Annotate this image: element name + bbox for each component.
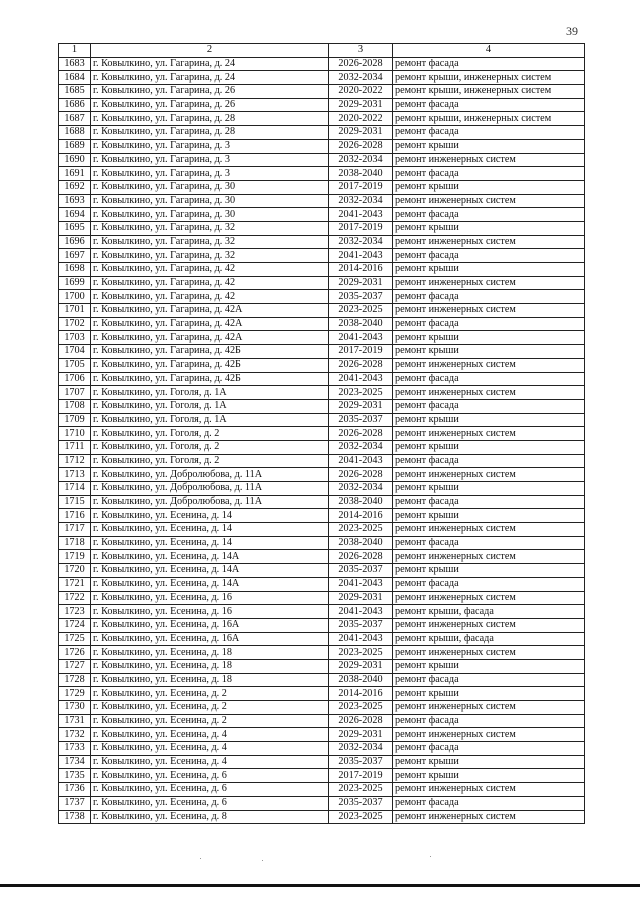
address: г. Ковылкино, ул. Есенина, д. 4: [91, 742, 329, 756]
table-row: [59, 112, 585, 126]
repair-period: 2035-2037: [329, 755, 393, 769]
column-header-2: 2: [91, 44, 329, 58]
address: г. Ковылкино, ул. Есенина, д. 16А: [91, 618, 329, 632]
address: г. Ковылкино, ул. Есенина, д. 14А: [91, 577, 329, 591]
address: г. Ковылкино, ул. Гагарина, д. 3: [91, 167, 329, 181]
repair-type: ремонт крыши, инженерных систем: [393, 71, 585, 85]
table-row: [59, 454, 585, 468]
repair-period: 2023-2025: [329, 646, 393, 660]
repair-period: 2017-2019: [329, 180, 393, 194]
repair-type: ремонт фасада: [393, 796, 585, 810]
row-number: 1706: [59, 372, 91, 386]
repair-period: 2035-2037: [329, 618, 393, 632]
row-number: 1707: [59, 386, 91, 400]
table-row: [59, 687, 585, 701]
repair-period: 2017-2019: [329, 769, 393, 783]
row-number: 1721: [59, 577, 91, 591]
address: г. Ковылкино, ул. Гагарина, д. 30: [91, 194, 329, 208]
address: г. Ковылкино, ул. Гоголя, д. 2: [91, 440, 329, 454]
repair-period: 2041-2043: [329, 454, 393, 468]
row-number: 1704: [59, 345, 91, 359]
table-row: [59, 290, 585, 304]
repair-type: ремонт инженерных систем: [393, 646, 585, 660]
scan-edge-line: [0, 884, 640, 887]
repair-type: ремонт фасада: [393, 317, 585, 331]
table-row: [59, 98, 585, 112]
table-row: [59, 495, 585, 509]
row-number: 1725: [59, 632, 91, 646]
repair-period: 2041-2043: [329, 331, 393, 345]
row-number: 1719: [59, 550, 91, 564]
address: г. Ковылкино, ул. Гоголя, д. 1А: [91, 386, 329, 400]
address: г. Ковылкино, ул. Гагарина, д. 3: [91, 139, 329, 153]
scan-speck: [430, 856, 431, 857]
address: г. Ковылкино, ул. Есенина, д. 8: [91, 810, 329, 824]
table-row: [59, 796, 585, 810]
table-row: [59, 153, 585, 167]
repair-period: 2026-2028: [329, 468, 393, 482]
repair-type: ремонт крыши, фасада: [393, 632, 585, 646]
table-row: [59, 139, 585, 153]
repair-period: 2014-2016: [329, 263, 393, 277]
address: г. Ковылкино, ул. Есенина, д. 6: [91, 796, 329, 810]
address: г. Ковылкино, ул. Гагарина, д. 42: [91, 290, 329, 304]
table-row: [59, 618, 585, 632]
row-number: 1688: [59, 126, 91, 140]
row-number: 1698: [59, 263, 91, 277]
table-row: [59, 482, 585, 496]
address: г. Ковылкино, ул. Есенина, д. 6: [91, 769, 329, 783]
repair-period: 2041-2043: [329, 605, 393, 619]
repair-period: 2023-2025: [329, 386, 393, 400]
table-row: [59, 194, 585, 208]
repair-period: 2035-2037: [329, 564, 393, 578]
row-number: 1683: [59, 57, 91, 71]
row-number: 1684: [59, 71, 91, 85]
row-number: 1737: [59, 796, 91, 810]
repair-type: ремонт фасада: [393, 577, 585, 591]
repair-type: ремонт крыши: [393, 769, 585, 783]
capital-repair-table: [58, 43, 585, 824]
address: г. Ковылкино, ул. Есенина, д. 4: [91, 755, 329, 769]
address: г. Ковылкино, ул. Гагарина, д. 32: [91, 221, 329, 235]
repair-type: ремонт фасада: [393, 126, 585, 140]
address: г. Ковылкино, ул. Гагарина, д. 28: [91, 126, 329, 140]
column-header-4: 4: [393, 44, 585, 58]
address: г. Ковылкино, ул. Гоголя, д. 1А: [91, 413, 329, 427]
repair-period: 2038-2040: [329, 536, 393, 550]
repair-type: ремонт фасада: [393, 208, 585, 222]
row-number: 1691: [59, 167, 91, 181]
repair-type: ремонт инженерных систем: [393, 427, 585, 441]
row-number: 1690: [59, 153, 91, 167]
repair-period: 2041-2043: [329, 632, 393, 646]
row-number: 1709: [59, 413, 91, 427]
address: г. Ковылкино, ул. Гагарина, д. 32: [91, 235, 329, 249]
row-number: 1705: [59, 358, 91, 372]
repair-period: 2041-2043: [329, 249, 393, 263]
repair-type: ремонт инженерных систем: [393, 358, 585, 372]
address: г. Ковылкино, ул. Есенина, д. 14А: [91, 550, 329, 564]
address: г. Ковылкино, ул. Добролюбова, д. 11А: [91, 495, 329, 509]
repair-period: 2023-2025: [329, 783, 393, 797]
repair-type: ремонт крыши: [393, 659, 585, 673]
repair-type: ремонт фасада: [393, 98, 585, 112]
repair-type: ремонт фасада: [393, 673, 585, 687]
repair-period: 2026-2028: [329, 714, 393, 728]
table-row: [59, 564, 585, 578]
repair-period: 2023-2025: [329, 701, 393, 715]
row-number: 1728: [59, 673, 91, 687]
address: г. Ковылкино, ул. Гагарина, д. 24: [91, 71, 329, 85]
repair-period: 2035-2037: [329, 413, 393, 427]
repair-type: ремонт крыши: [393, 263, 585, 277]
repair-type: ремонт инженерных систем: [393, 618, 585, 632]
row-number: 1685: [59, 85, 91, 99]
repair-type: ремонт крыши: [393, 482, 585, 496]
address: г. Ковылкино, ул. Гагарина, д. 42: [91, 263, 329, 277]
address: г. Ковылкино, ул. Гагарина, д. 24: [91, 57, 329, 71]
column-header-3: 3: [329, 44, 393, 58]
row-number: 1736: [59, 783, 91, 797]
repair-type: ремонт инженерных систем: [393, 591, 585, 605]
repair-type: ремонт крыши: [393, 413, 585, 427]
repair-type: ремонт фасада: [393, 57, 585, 71]
repair-type: ремонт инженерных систем: [393, 728, 585, 742]
repair-period: 2032-2034: [329, 742, 393, 756]
repair-type: ремонт фасада: [393, 249, 585, 263]
table-row: [59, 550, 585, 564]
repair-period: 2026-2028: [329, 358, 393, 372]
repair-type: ремонт фасада: [393, 536, 585, 550]
row-number: 1727: [59, 659, 91, 673]
row-number: 1696: [59, 235, 91, 249]
address: г. Ковылкино, ул. Есенина, д. 14: [91, 523, 329, 537]
address: г. Ковылкино, ул. Гагарина, д. 42Б: [91, 345, 329, 359]
repair-type: ремонт крыши, инженерных систем: [393, 112, 585, 126]
address: г. Ковылкино, ул. Есенина, д. 2: [91, 701, 329, 715]
address: г. Ковылкино, ул. Гагарина, д. 32: [91, 249, 329, 263]
repair-period: 2035-2037: [329, 796, 393, 810]
address: г. Ковылкино, ул. Гагарина, д. 42А: [91, 317, 329, 331]
row-number: 1701: [59, 304, 91, 318]
repair-type: ремонт крыши, фасада: [393, 605, 585, 619]
table-row: [59, 317, 585, 331]
table-row: [59, 440, 585, 454]
row-number: 1731: [59, 714, 91, 728]
row-number: 1723: [59, 605, 91, 619]
repair-type: ремонт инженерных систем: [393, 304, 585, 318]
scan-speck: [262, 860, 263, 861]
table-row: [59, 304, 585, 318]
repair-period: 2026-2028: [329, 57, 393, 71]
table-row: [59, 755, 585, 769]
repair-type: ремонт инженерных систем: [393, 810, 585, 824]
table-row: [59, 728, 585, 742]
address: г. Ковылкино, ул. Гоголя, д. 2: [91, 454, 329, 468]
repair-type: ремонт крыши: [393, 345, 585, 359]
address: г. Ковылкино, ул. Гагарина, д. 28: [91, 112, 329, 126]
repair-type: ремонт крыши: [393, 564, 585, 578]
table-row: [59, 249, 585, 263]
address: г. Ковылкино, ул. Гагарина, д. 3: [91, 153, 329, 167]
repair-period: 2023-2025: [329, 810, 393, 824]
table-row: [59, 358, 585, 372]
table-header: [59, 44, 585, 58]
row-number: 1697: [59, 249, 91, 263]
address: г. Ковылкино, ул. Гагарина, д. 42А: [91, 331, 329, 345]
address: г. Ковылкино, ул. Гагарина, д. 42Б: [91, 372, 329, 386]
repair-period: 2032-2034: [329, 153, 393, 167]
table-row: [59, 742, 585, 756]
address: г. Ковылкино, ул. Есенина, д. 6: [91, 783, 329, 797]
repair-period: 2023-2025: [329, 304, 393, 318]
repair-period: 2026-2028: [329, 139, 393, 153]
repair-type: ремонт инженерных систем: [393, 783, 585, 797]
row-number: 1699: [59, 276, 91, 290]
row-number: 1693: [59, 194, 91, 208]
repair-type: ремонт крыши: [393, 687, 585, 701]
repair-type: ремонт инженерных систем: [393, 235, 585, 249]
table-row: [59, 413, 585, 427]
row-number: 1718: [59, 536, 91, 550]
row-number: 1729: [59, 687, 91, 701]
row-number: 1738: [59, 810, 91, 824]
repair-period: 2023-2025: [329, 523, 393, 537]
repair-type: ремонт крыши: [393, 180, 585, 194]
address: г. Ковылкино, ул. Есенина, д. 4: [91, 728, 329, 742]
repair-period: 2029-2031: [329, 126, 393, 140]
row-number: 1724: [59, 618, 91, 632]
repair-period: 2041-2043: [329, 372, 393, 386]
row-number: 1732: [59, 728, 91, 742]
row-number: 1700: [59, 290, 91, 304]
repair-type: ремонт инженерных систем: [393, 523, 585, 537]
row-number: 1720: [59, 564, 91, 578]
scan-speck: [200, 858, 201, 859]
repair-period: 2014-2016: [329, 687, 393, 701]
table-row: [59, 235, 585, 249]
repair-type: ремонт фасада: [393, 742, 585, 756]
repair-type: ремонт фасада: [393, 399, 585, 413]
repair-period: 2029-2031: [329, 591, 393, 605]
repair-period: 2020-2022: [329, 112, 393, 126]
row-number: 1695: [59, 221, 91, 235]
table-row: [59, 399, 585, 413]
row-number: 1712: [59, 454, 91, 468]
row-number: 1687: [59, 112, 91, 126]
row-number: 1710: [59, 427, 91, 441]
repair-type: ремонт фасада: [393, 372, 585, 386]
repair-period: 2032-2034: [329, 71, 393, 85]
repair-period: 2029-2031: [329, 276, 393, 290]
repair-type: ремонт крыши: [393, 509, 585, 523]
table-row: [59, 591, 585, 605]
row-number: 1692: [59, 180, 91, 194]
table-row: [59, 509, 585, 523]
address: г. Ковылкино, ул. Добролюбова, д. 11А: [91, 468, 329, 482]
table-row: [59, 714, 585, 728]
row-number: 1722: [59, 591, 91, 605]
repair-period: 2026-2028: [329, 427, 393, 441]
address: г. Ковылкино, ул. Есенина, д. 18: [91, 673, 329, 687]
repair-period: 2032-2034: [329, 194, 393, 208]
table-row: [59, 605, 585, 619]
repair-type: ремонт инженерных систем: [393, 194, 585, 208]
address: г. Ковылкино, ул. Добролюбова, д. 11А: [91, 482, 329, 496]
table-row: [59, 345, 585, 359]
table-row: [59, 701, 585, 715]
table-row: [59, 85, 585, 99]
row-number: 1713: [59, 468, 91, 482]
address: г. Ковылкино, ул. Гагарина, д. 30: [91, 180, 329, 194]
repair-type: ремонт фасада: [393, 290, 585, 304]
row-number: 1735: [59, 769, 91, 783]
repair-type: ремонт инженерных систем: [393, 701, 585, 715]
repair-type: ремонт инженерных систем: [393, 276, 585, 290]
repair-period: 2017-2019: [329, 345, 393, 359]
repair-period: 2029-2031: [329, 659, 393, 673]
table-row: [59, 126, 585, 140]
row-number: 1734: [59, 755, 91, 769]
address: г. Ковылкино, ул. Есенина, д. 16: [91, 605, 329, 619]
table-row: [59, 646, 585, 660]
address: г. Ковылкино, ул. Гагарина, д. 42: [91, 276, 329, 290]
row-number: 1715: [59, 495, 91, 509]
address: г. Ковылкино, ул. Есенина, д. 18: [91, 646, 329, 660]
table-row: [59, 331, 585, 345]
repair-type: ремонт инженерных систем: [393, 153, 585, 167]
row-number: 1694: [59, 208, 91, 222]
repair-type: ремонт крыши: [393, 221, 585, 235]
address: г. Ковылкино, ул. Есенина, д. 2: [91, 714, 329, 728]
repair-period: 2020-2022: [329, 85, 393, 99]
table-row: [59, 372, 585, 386]
repair-period: 2032-2034: [329, 440, 393, 454]
table-row: [59, 769, 585, 783]
repair-period: 2038-2040: [329, 167, 393, 181]
column-header-1: 1: [59, 44, 91, 58]
address: г. Ковылкино, ул. Есенина, д. 14: [91, 536, 329, 550]
table-row: [59, 536, 585, 550]
table-body: [59, 57, 585, 824]
address: г. Ковылкино, ул. Гагарина, д. 42А: [91, 304, 329, 318]
address: г. Ковылкино, ул. Есенина, д. 2: [91, 687, 329, 701]
row-number: 1711: [59, 440, 91, 454]
table-row: [59, 263, 585, 277]
header-row: [59, 44, 585, 58]
repair-period: 2041-2043: [329, 208, 393, 222]
table-row: [59, 632, 585, 646]
repair-type: ремонт фасада: [393, 495, 585, 509]
table-row: [59, 577, 585, 591]
row-number: 1730: [59, 701, 91, 715]
table-row: [59, 71, 585, 85]
repair-type: ремонт фасада: [393, 454, 585, 468]
table-row: [59, 468, 585, 482]
repair-period: 2026-2028: [329, 550, 393, 564]
repair-type: ремонт фасада: [393, 714, 585, 728]
address: г. Ковылкино, ул. Есенина, д. 16: [91, 591, 329, 605]
repair-type: ремонт инженерных систем: [393, 550, 585, 564]
repair-type: ремонт крыши: [393, 755, 585, 769]
table-row: [59, 427, 585, 441]
table-row: [59, 57, 585, 71]
address: г. Ковылкино, ул. Гагарина, д. 26: [91, 98, 329, 112]
table-row: [59, 208, 585, 222]
row-number: 1726: [59, 646, 91, 660]
repair-type: ремонт инженерных систем: [393, 386, 585, 400]
address: г. Ковылкино, ул. Гоголя, д. 1А: [91, 399, 329, 413]
repair-period: 2038-2040: [329, 495, 393, 509]
address: г. Ковылкино, ул. Гагарина, д. 30: [91, 208, 329, 222]
address: г. Ковылкино, ул. Есенина, д. 14: [91, 509, 329, 523]
table-row: [59, 386, 585, 400]
address: г. Ковылкино, ул. Гагарина, д. 42Б: [91, 358, 329, 372]
repair-period: 2041-2043: [329, 577, 393, 591]
address: г. Ковылкино, ул. Есенина, д. 18: [91, 659, 329, 673]
table-row: [59, 810, 585, 824]
repair-type: ремонт фасада: [393, 167, 585, 181]
row-number: 1714: [59, 482, 91, 496]
repair-period: 2035-2037: [329, 290, 393, 304]
table-row: [59, 783, 585, 797]
table-row: [59, 673, 585, 687]
address: г. Ковылкино, ул. Гагарина, д. 26: [91, 85, 329, 99]
table-row: [59, 180, 585, 194]
page-number: 39: [566, 24, 578, 38]
table-row: [59, 523, 585, 537]
row-number: 1708: [59, 399, 91, 413]
row-number: 1733: [59, 742, 91, 756]
repair-type: ремонт крыши, инженерных систем: [393, 85, 585, 99]
repair-period: 2038-2040: [329, 673, 393, 687]
repair-period: 2038-2040: [329, 317, 393, 331]
repair-period: 2029-2031: [329, 399, 393, 413]
address: г. Ковылкино, ул. Есенина, д. 14А: [91, 564, 329, 578]
repair-type: ремонт крыши: [393, 331, 585, 345]
row-number: 1716: [59, 509, 91, 523]
repair-period: 2032-2034: [329, 482, 393, 496]
address: г. Ковылкино, ул. Есенина, д. 16А: [91, 632, 329, 646]
table-row: [59, 167, 585, 181]
row-number: 1703: [59, 331, 91, 345]
repair-type: ремонт крыши: [393, 440, 585, 454]
repair-period: 2029-2031: [329, 728, 393, 742]
address: г. Ковылкино, ул. Гоголя, д. 2: [91, 427, 329, 441]
table-row: [59, 221, 585, 235]
row-number: 1689: [59, 139, 91, 153]
row-number: 1702: [59, 317, 91, 331]
row-number: 1686: [59, 98, 91, 112]
repair-period: 2029-2031: [329, 98, 393, 112]
repair-period: 2014-2016: [329, 509, 393, 523]
repair-period: 2017-2019: [329, 221, 393, 235]
repair-period: 2032-2034: [329, 235, 393, 249]
table-row: [59, 659, 585, 673]
repair-type: ремонт крыши: [393, 139, 585, 153]
table-row: [59, 276, 585, 290]
row-number: 1717: [59, 523, 91, 537]
repair-type: ремонт инженерных систем: [393, 468, 585, 482]
